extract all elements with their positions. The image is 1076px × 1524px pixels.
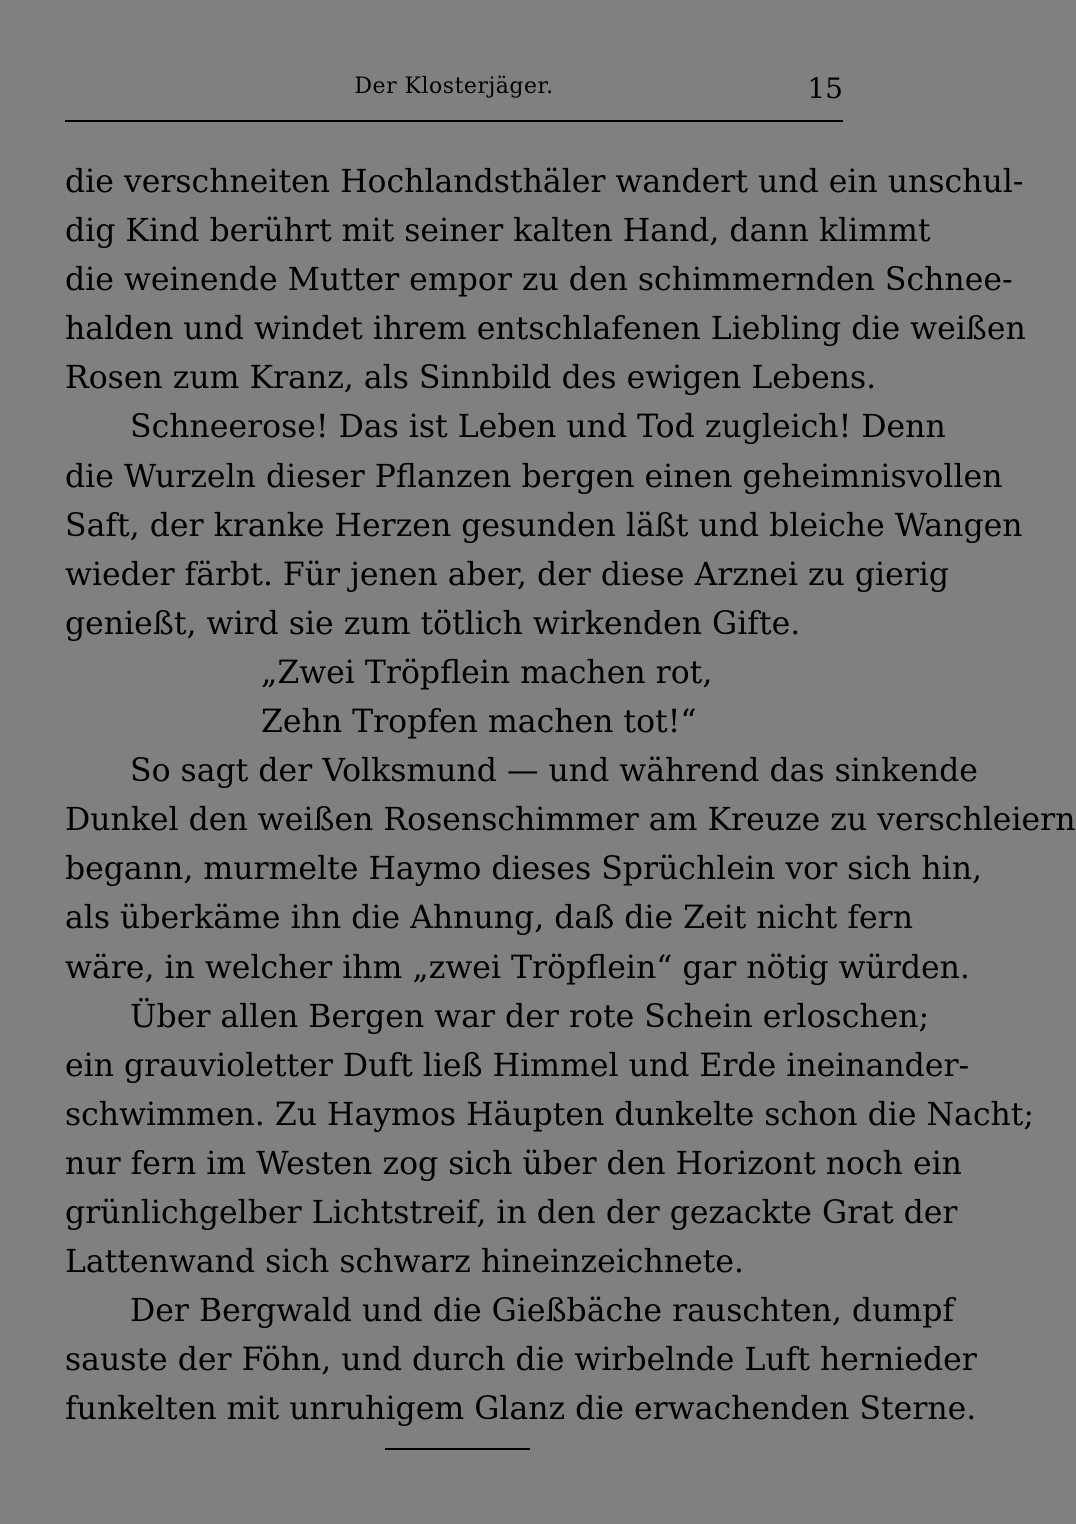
text-line: ein grauvioletter Duft ließ Himmel und Erde ineinander- <box>65 1047 970 1084</box>
text-line: dig Kind berührt mit seiner kalten Hand, dann klimmt <box>65 213 931 250</box>
text-line: wieder färbt. Für jenen aber, der diese Arznei zu gierig <box>65 556 950 593</box>
text-line: begann, murmelte Haymo dieses Sprüchlein vor sich hin, <box>65 851 983 888</box>
text-line: halden und windet ihrem entschlafenen Liebling die weißen <box>65 311 1026 348</box>
running-head <box>65 70 843 110</box>
text-line: Schneerose! Das ist Leben und Tod zugleich! Denn <box>130 409 946 446</box>
text-line: Lattenwand sich schwarz hineinzeichnete. <box>65 1244 744 1281</box>
text-line: Saft, der kranke Herzen gesunden läßt und bleiche Wangen <box>65 507 1023 544</box>
text-line: grünlichgelber Lichtstreif, in den der gezackte Grat der <box>65 1194 958 1231</box>
text-line: wäre, in welcher ihm „zwei Tröpflein“ gar nötig würden. <box>65 949 970 986</box>
text-line: sauste der Föhn, und durch die wirbelnde Luft hernieder <box>65 1342 977 1379</box>
text-line: Über allen Bergen war der rote Schein erloschen; <box>130 998 930 1035</box>
verse-line: „Zwei Tröpflein machen rot, <box>261 654 713 691</box>
verse-line: Zehn Tropfen machen tot!“ <box>261 704 697 741</box>
body-text <box>65 158 1076 1434</box>
text-line: funkelten mit unruhigem Glanz die erwachenden Sterne. <box>65 1391 977 1428</box>
header-rule <box>65 120 843 122</box>
text-line: die weinende Mutter empor zu den schimmernden Schnee- <box>65 262 1013 299</box>
text-line: nur fern im Westen zog sich über den Horizont noch ein <box>65 1145 962 1182</box>
page-number: 15 <box>807 72 843 105</box>
text-line: Rosen zum Kranz, als Sinnbild des ewigen Lebens. <box>65 360 877 397</box>
text-line: die verschneiten Hochlandsthäler wandert und ein unschul- <box>65 164 1024 200</box>
text-line: So sagt der Volksmund — und während das sinkende <box>130 753 978 790</box>
text-line: schwimmen. Zu Haymos Häupten dunkelte schon die Nacht; <box>65 1096 1035 1133</box>
end-rule <box>385 1448 530 1450</box>
text-line: genießt, wird sie zum tötlich wirkenden Gifte. <box>65 605 801 642</box>
text-line: die Wurzeln dieser Pflanzen bergen einen geheimnisvollen <box>65 458 1003 495</box>
running-title: Der Klosterjäger. <box>354 74 554 99</box>
text-line: Dunkel den weißen Rosenschimmer am Kreuze zu verschleiern <box>65 802 1076 839</box>
text-line: als überkäme ihn die Ahnung, daß die Zeit nicht fern <box>65 900 913 937</box>
text-line: Der Bergwald und die Gießbäche rauschten, dumpf <box>130 1293 955 1330</box>
